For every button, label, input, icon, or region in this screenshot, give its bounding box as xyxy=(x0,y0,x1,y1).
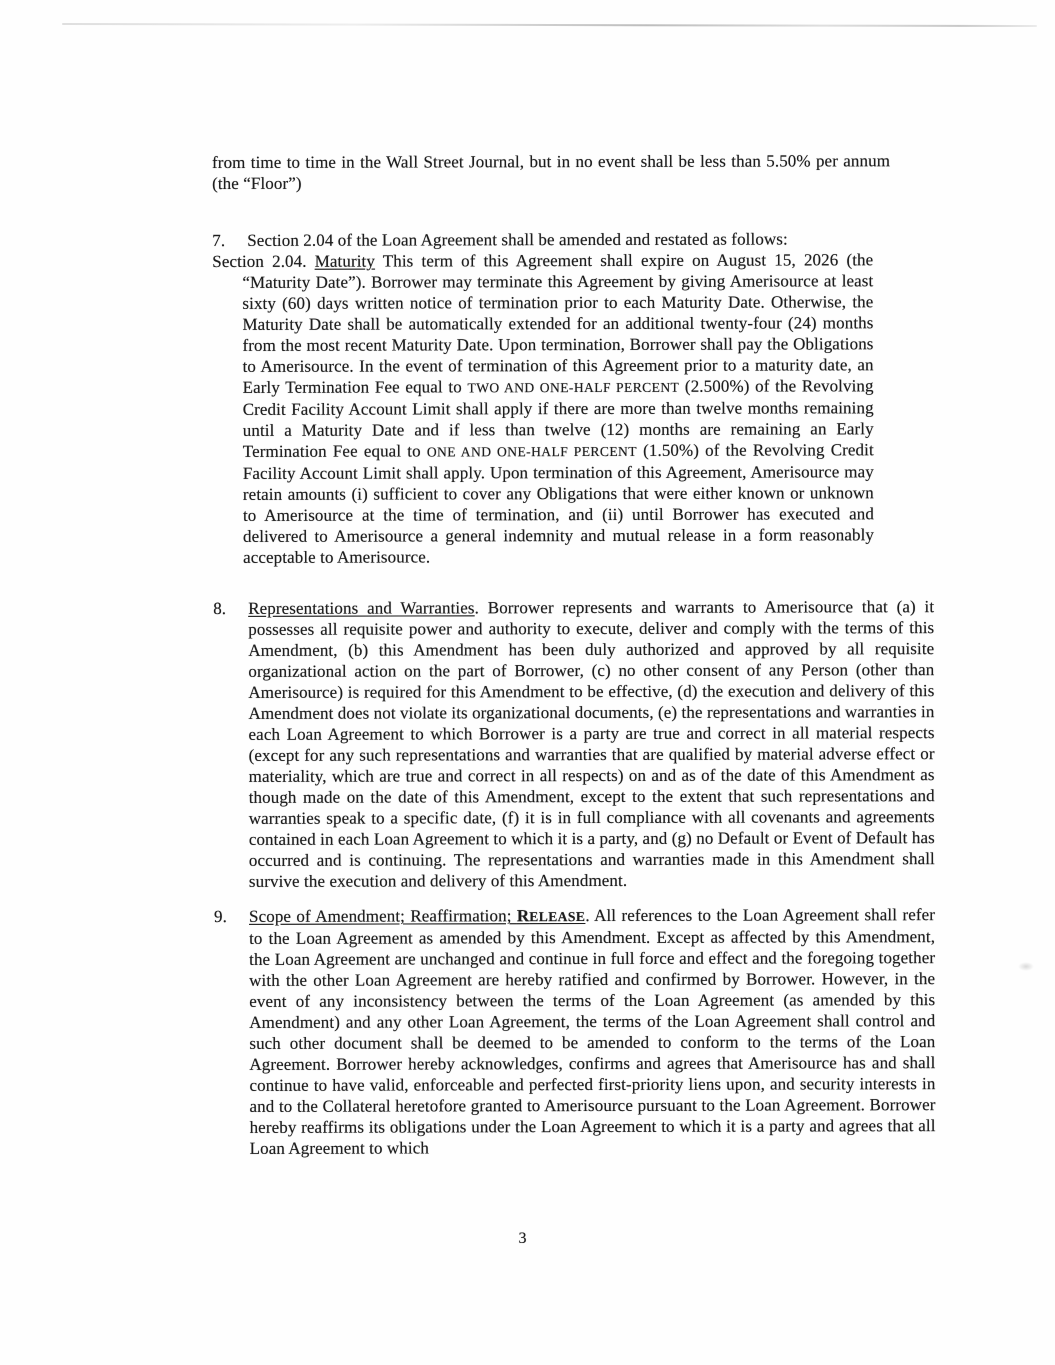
quote-continuation-paragraph xyxy=(212,150,890,194)
list-item-7 xyxy=(212,228,933,251)
text-run: . Borrower represents and warrants to Amerisource that (a) it possesses all requisite power and authority to execute, deliver and comply with the terms of this Amendment, (b) this Amendment has been duly authorized and approved by all requisite organizational action on the part of Borrower, (c) no other consent of any Person (other than Amerisource) is required for this Amendment to be effective, (d) the execution and delivery of this Amendment does not violate its organizational documents, (e) the representations and warranties in each Loan Agreement to which Borrower is a party are true and correct in all material respects (except for any such representations and warranties that are qualified by material adverse effect or materiality, which are true and correct in all respects) on and as of the date of this Amendment as though made on the date of this Amendment, except to the extent that such representations and warranties speak to a specific date, (f) it is in full compliance with all covenants and agreements contained in each Loan Agreement to which it is a party, and (g) no Default or Event of Default has occurred and is continuing. The representations and warranties made in this Amendment shall survive the execution and delivery of this Amendment. xyxy=(248,597,935,891)
small-caps-text: TWO AND ONE-HALF PERCENT xyxy=(467,379,680,396)
list-item-8 xyxy=(213,596,935,892)
item-9-number: 9. xyxy=(213,906,227,926)
underlined-text: Representations and Warranties xyxy=(248,598,475,618)
text-run: Section 2.04 of the Loan Agreement shall be amended and restated as follows: xyxy=(247,229,788,250)
underlined-text: Scope of Amendment; Reaffirmation; xyxy=(248,906,517,926)
underlined-text: Maturity xyxy=(314,251,375,271)
page-number: 3 xyxy=(518,1230,527,1247)
scan-artifact-smudge xyxy=(1018,962,1034,971)
underlined-text: ELEASE xyxy=(529,909,586,925)
document-body xyxy=(212,150,936,1159)
text-run: (2.500%) of the Revolving Credit Facility Account Limit shall apply if there are more than twelve months remaining until a Maturity Date and if less than twelve (12) months are remaining an Early Termination Fee equal to xyxy=(242,376,874,461)
scan-artifact-line xyxy=(62,23,1037,27)
list-item-9 xyxy=(214,904,936,1159)
text-run: Section 2.04. xyxy=(212,251,315,271)
text-run: This term of this Agreement shall expire on August 15, 2026 (the “Maturity Date”). Borrower may terminate this Agreement by giving Amerisource at least sixty (60) days written notice of termination prior to each Maturity Date. Otherwise, the Maturity Date shall be automatically extended for an additional twenty-four (24) months from the most recent Maturity Date. Upon termination, Borrower shall pay the Obligations to Amerisource. In the event of termination of this Agreement prior to a maturity date, an Early Termination Fee equal to xyxy=(242,250,874,397)
item-7-number: 7. xyxy=(212,230,226,250)
item-8-body xyxy=(248,596,935,892)
text-run: . All references to the Loan Agreement shall refer to the Loan Agreement as amended by this Amendment. Except as affected by this Amendment, the Loan Agreement are unchanged and continue in full force and effect and the foregoing together with the other Loan Agreement are hereby ratified and confirmed by Borrower. However, in the event of any inconsistency between the terms of the Loan Agreement (as amended by this Amendment) and any other Loan Agreement, the terms of the Loan Agreement shall control and such other document shall be deemed to be amended to conform to the terms of the Loan Agreement. Borrower hereby acknowledges, confirms and agrees that Amerisource has and shall continue to have valid, enforceable and perfected first-priority liens upon, and security interests in and to the Collateral heretofore granted to Amerisource pursuant to the Loan Agreement. Borrower hereby reaffirms its obligations under the Loan Agreement to which it is a party and agrees that all Loan Agreement to which xyxy=(249,905,936,1158)
text-run: (1.50%) of the Revolving Credit Facility Account Limit shall apply. Upon termination of this Agreement, Amerisource may retain amounts (i) sufficient to cover any Obligations that were either known or unknown to Amerisource at the time of termination, and (ii) until Borrower has executed and delivered to Amerisource a general indemnity and mutual release in a form reasonably acceptable to Amerisource. xyxy=(242,440,875,567)
small-caps-text: ONE AND ONE-HALF PERCENT xyxy=(426,443,637,460)
item-8-number: 8. xyxy=(213,598,227,618)
section-2-04-paragraph xyxy=(212,249,874,568)
item-9-body xyxy=(249,904,936,1159)
underlined-text: R xyxy=(516,906,530,926)
item-7-body xyxy=(247,228,933,251)
text-run: from time to time in the Wall Street Journal, but in no event shall be less than 5.50% per annum (the “Floor”) xyxy=(212,151,891,193)
